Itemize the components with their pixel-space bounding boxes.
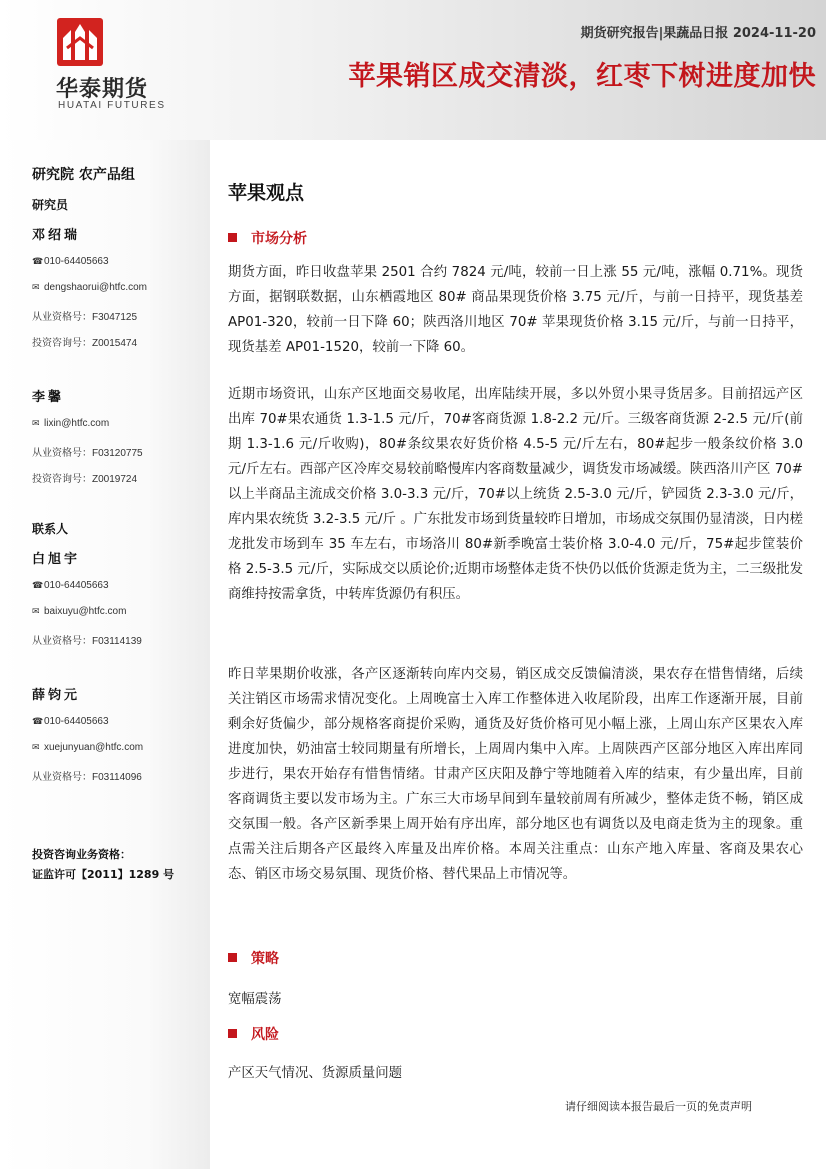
researcher-name: 邓绍瑞 <box>32 228 81 243</box>
researcher2-name: 李馨 <box>32 390 65 405</box>
section-market-analysis: 市场分析 <box>228 228 307 248</box>
contact1-email[interactable]: ✉ baixuyu@htfc.com <box>32 606 127 617</box>
researcher-qualification: 从业资格号：F3047125 <box>32 312 138 323</box>
report-title: 苹果销区成交清淡，红枣下树进度加快 <box>348 61 816 92</box>
email-icon: ✉ <box>32 418 40 428</box>
disclaimer-note: 请仔细阅读本报告最后一页的免责声明 <box>565 1100 752 1113</box>
researcher2-email[interactable]: ✉ lixin@htfc.com <box>32 418 110 429</box>
license-line-1: 投资咨询业务资格： <box>32 848 131 861</box>
company-logo <box>52 18 166 111</box>
research-group: 研究院 农产品组 <box>32 167 135 183</box>
license-line-2: 证监许可【2011】1289 号 <box>32 868 175 881</box>
contact2-email[interactable]: ✉ xuejunyuan@htfc.com <box>32 742 144 753</box>
phone-icon: ☎ <box>32 256 44 266</box>
researcher-role-label: 研究员 <box>32 198 69 212</box>
contact2-phone: ☎010-64405663 <box>32 716 109 727</box>
contact1-name: 白旭宇 <box>32 552 81 567</box>
email-icon: ✉ <box>32 606 40 616</box>
researcher2-consult-no: 投资咨询号：Z0019724 <box>32 474 138 485</box>
section-risk: 风险 <box>228 1024 279 1044</box>
contact2-qualification: 从业资格号：F03114096 <box>32 772 142 783</box>
red-square-bullet-icon <box>228 953 237 962</box>
phone-icon: ☎ <box>32 716 44 726</box>
paragraph-outlook: 昨日苹果期价收涨，各产区逐渐转向库内交易，销区成交反馈偏清淡，果农存在惜售情绪，后续关注销区市场需求情况变化。上周晚富士入库工作整体进入收尾阶段，出库工作逐渐开展，目前剩余好货偏少，部分规格客商提价采购，通货及好货价格可见小幅上涨，上周山东产区果农入库进度加快，奶油富士较同期量有所增长，上周周内集中入库。上周陕西产区部分地区入库出库同步进行，果农开始存有惜售情绪。甘肃产区庆阳及静宁等地随着入库的结束，有少量出库，目前客商调货主要以发市场为主。广东三大市场早间到车量较前周有所减少，整体走货不畅，销区成交氛围一般。各产区新季果上周开始有序出库，部分地区也有调货以及电商走货为主的现象。重点需关注后期各产区最终入库量及出库价格。本周关注重点：山东产地入库量、客商及果农心态、销区市场交易氛围、现货价格、替代果品上市情况等。 <box>228 667 803 882</box>
logo-text-en: HUATAI FUTURES <box>58 100 166 111</box>
report-header <box>0 0 826 140</box>
red-square-bullet-icon <box>228 233 237 242</box>
section-strategy: 策略 <box>228 948 279 968</box>
contact2-name: 薛钧元 <box>32 688 81 703</box>
contact-role-label: 联系人 <box>32 522 69 536</box>
report-meta: 期货研究报告|果蔬品日报 2024-11-20 <box>580 26 816 41</box>
red-square-bullet-icon <box>228 1029 237 1038</box>
paragraph-market-news: 近期市场资讯，山东产区地面交易收尾，出库陆续开展，多以外贸小果寻货居多。目前招远产区出库 70#果农通货 1.3-1.5 元/斤，70#客商货源 1.8-2.2 元/斤。三级客商货源 2-2.5 元/斤(前期 1.3-1.6 元/斤收购)，80#条纹果农好货价格 4.5-5 元/斤左右，80#起步一般条纹价格 3.0 元/斤左右。西部产区冷库交易较前略慢库内客商数量减少，调货发市场减缓。陕西洛川产区 70#以上半商品主流成交价格 3.0-3.3 元/斤，70#以上统货 2.5-3.0 元/斤，铲园货 2.3-3.0 元/斤，库内果农统货 3.2-3.5 元/斤 。广东批发市场到货量较昨日增加，市场成交氛围仍显清淡，日内槎龙批发市场到车 35 车左右，市场洛川 80#新季晚富士装价格 3.0-4.0 元/斤，75#起步筐装价格 2.5-3.5 元/斤，实际成交以质论价;近期市场整体走货不快仍以低价货源走货为主，二三级批发商维持按需拿货，中转库货源仍有积压。 <box>228 387 803 602</box>
researcher-email[interactable]: ✉ dengshaorui@htfc.com <box>32 282 147 293</box>
email-icon: ✉ <box>32 742 40 752</box>
researcher2-qualification: 从业资格号：F03120775 <box>32 448 143 459</box>
huatai-logo-icon <box>57 18 103 66</box>
contact1-qualification: 从业资格号：F03114139 <box>32 636 142 647</box>
logo-text-cn: 华泰期货 <box>56 77 149 102</box>
sidebar <box>0 140 210 1169</box>
researcher-consult-no: 投资咨询号：Z0015474 <box>32 338 138 349</box>
strategy-text: 宽幅震荡 <box>228 992 282 1007</box>
phone-icon: ☎ <box>32 580 44 590</box>
researcher-phone: ☎010-64405663 <box>32 256 109 267</box>
section-heading: 苹果观点 <box>228 182 305 204</box>
risk-text: 产区天气情况、货源质量问题 <box>228 1066 403 1081</box>
paragraph-futures-spot: 期货方面，昨日收盘苹果 2501 合约 7824 元/吨，较前一日上涨 55 元/吨，涨幅 0.71%。现货方面，据钢联数据，山东栖霞地区 80# 商品果现货价格 3.75 元/斤，与前一日持平，现货基差 AP01-320，较前一日下降 60；陕西洛川地区 70# 苹果现货价格 3.15 元/斤，与前一日持平，现货基差 AP01-1520，较前一下降 60。 <box>228 265 803 355</box>
email-icon: ✉ <box>32 282 40 292</box>
contact1-phone: ☎010-64405663 <box>32 580 109 591</box>
